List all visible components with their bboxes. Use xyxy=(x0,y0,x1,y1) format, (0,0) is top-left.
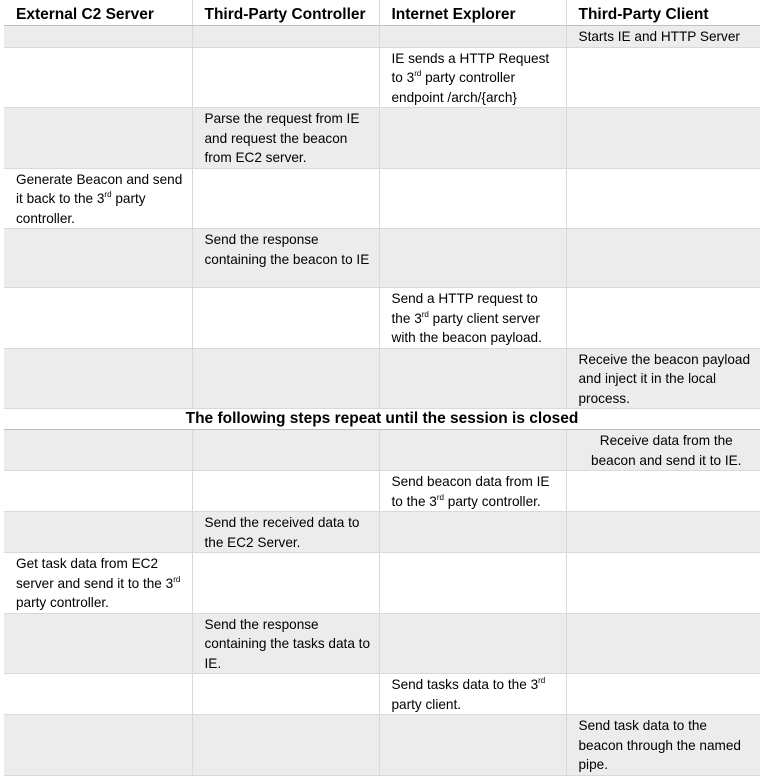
table-cell xyxy=(566,168,760,229)
table-row xyxy=(4,430,760,471)
header-row xyxy=(4,0,760,26)
table-cell: Parse the request from IE and request the beacon from EC2 server. xyxy=(192,108,379,169)
table-cell xyxy=(192,26,379,48)
table-cell xyxy=(192,430,379,471)
header-third-party-controller: Third-Party Controller xyxy=(192,0,379,26)
table-cell: Send the response containing the tasks data to IE. xyxy=(192,613,379,674)
table-cell: Generate Beacon and send it back to the 3rd party controller. xyxy=(4,168,192,229)
table-row xyxy=(4,471,760,512)
table-cell xyxy=(4,471,192,512)
table-cell: Send a HTTP request to the 3rd party client server with the beacon payload. xyxy=(379,288,566,349)
table-cell xyxy=(4,715,192,776)
table-cell xyxy=(192,715,379,776)
table-row xyxy=(4,715,760,776)
table-cell xyxy=(192,553,379,614)
table-cell xyxy=(4,613,192,674)
table-cell xyxy=(566,553,760,614)
table-row xyxy=(4,108,760,169)
table-cell xyxy=(379,715,566,776)
table-cell: IE sends a HTTP Request to 3rd party controller endpoint /arch/{arch} xyxy=(379,47,566,108)
table-row xyxy=(4,674,760,715)
table-cell xyxy=(566,674,760,715)
table-row xyxy=(4,348,760,409)
table-row xyxy=(4,288,760,349)
table-cell: Receive data from the beacon and send it to IE. xyxy=(566,430,760,471)
table-cell xyxy=(379,229,566,288)
table-cell xyxy=(192,288,379,349)
table-cell xyxy=(566,229,760,288)
table-cell xyxy=(4,26,192,48)
table-cell xyxy=(379,168,566,229)
table-cell xyxy=(4,288,192,349)
table-row xyxy=(4,512,760,553)
table-cell xyxy=(4,47,192,108)
table-cell xyxy=(379,430,566,471)
table-cell xyxy=(192,168,379,229)
table-cell xyxy=(566,108,760,169)
header-third-party-client: Third-Party Client xyxy=(566,0,760,26)
table-cell xyxy=(566,471,760,512)
repeat-divider-row xyxy=(4,409,760,430)
table-cell: Get task data from EC2 server and send it to the 3rd party controller. xyxy=(4,553,192,614)
table-row xyxy=(4,613,760,674)
table-cell xyxy=(4,430,192,471)
table-cell xyxy=(566,47,760,108)
repeat-label: The following steps repeat until the session is closed xyxy=(4,409,760,430)
table-cell xyxy=(379,553,566,614)
table-row xyxy=(4,168,760,229)
table-cell: Send beacon data from IE to the 3rd party controller. xyxy=(379,471,566,512)
table-cell: Send the received data to the EC2 Server. xyxy=(192,512,379,553)
table-cell: Starts IE and HTTP Server xyxy=(566,26,760,48)
table-cell xyxy=(4,674,192,715)
table-cell xyxy=(566,512,760,553)
table-row xyxy=(4,553,760,614)
table-cell xyxy=(566,613,760,674)
table-cell: Receive the beacon payload and inject it in the local process. xyxy=(566,348,760,409)
header-external-c2-server: External C2 Server xyxy=(4,0,192,26)
table-cell xyxy=(4,108,192,169)
table-cell xyxy=(192,47,379,108)
table-cell xyxy=(379,613,566,674)
table-row xyxy=(4,26,760,48)
table-cell xyxy=(379,512,566,553)
table-cell xyxy=(4,229,192,288)
table-cell xyxy=(192,471,379,512)
table-cell xyxy=(192,348,379,409)
sequence-table xyxy=(4,0,760,776)
table-cell xyxy=(379,26,566,48)
table-cell: Send the response containing the beacon to IE xyxy=(192,229,379,288)
table-cell: Send task data to the beacon through the named pipe. xyxy=(566,715,760,776)
table-cell xyxy=(379,348,566,409)
table-cell xyxy=(4,512,192,553)
table-row xyxy=(4,47,760,108)
table-cell: Send tasks data to the 3rd party client. xyxy=(379,674,566,715)
table-cell xyxy=(4,348,192,409)
header-internet-explorer: Internet Explorer xyxy=(379,0,566,26)
table-cell xyxy=(192,674,379,715)
table-row xyxy=(4,229,760,288)
table-cell xyxy=(379,108,566,169)
table-cell xyxy=(566,288,760,349)
